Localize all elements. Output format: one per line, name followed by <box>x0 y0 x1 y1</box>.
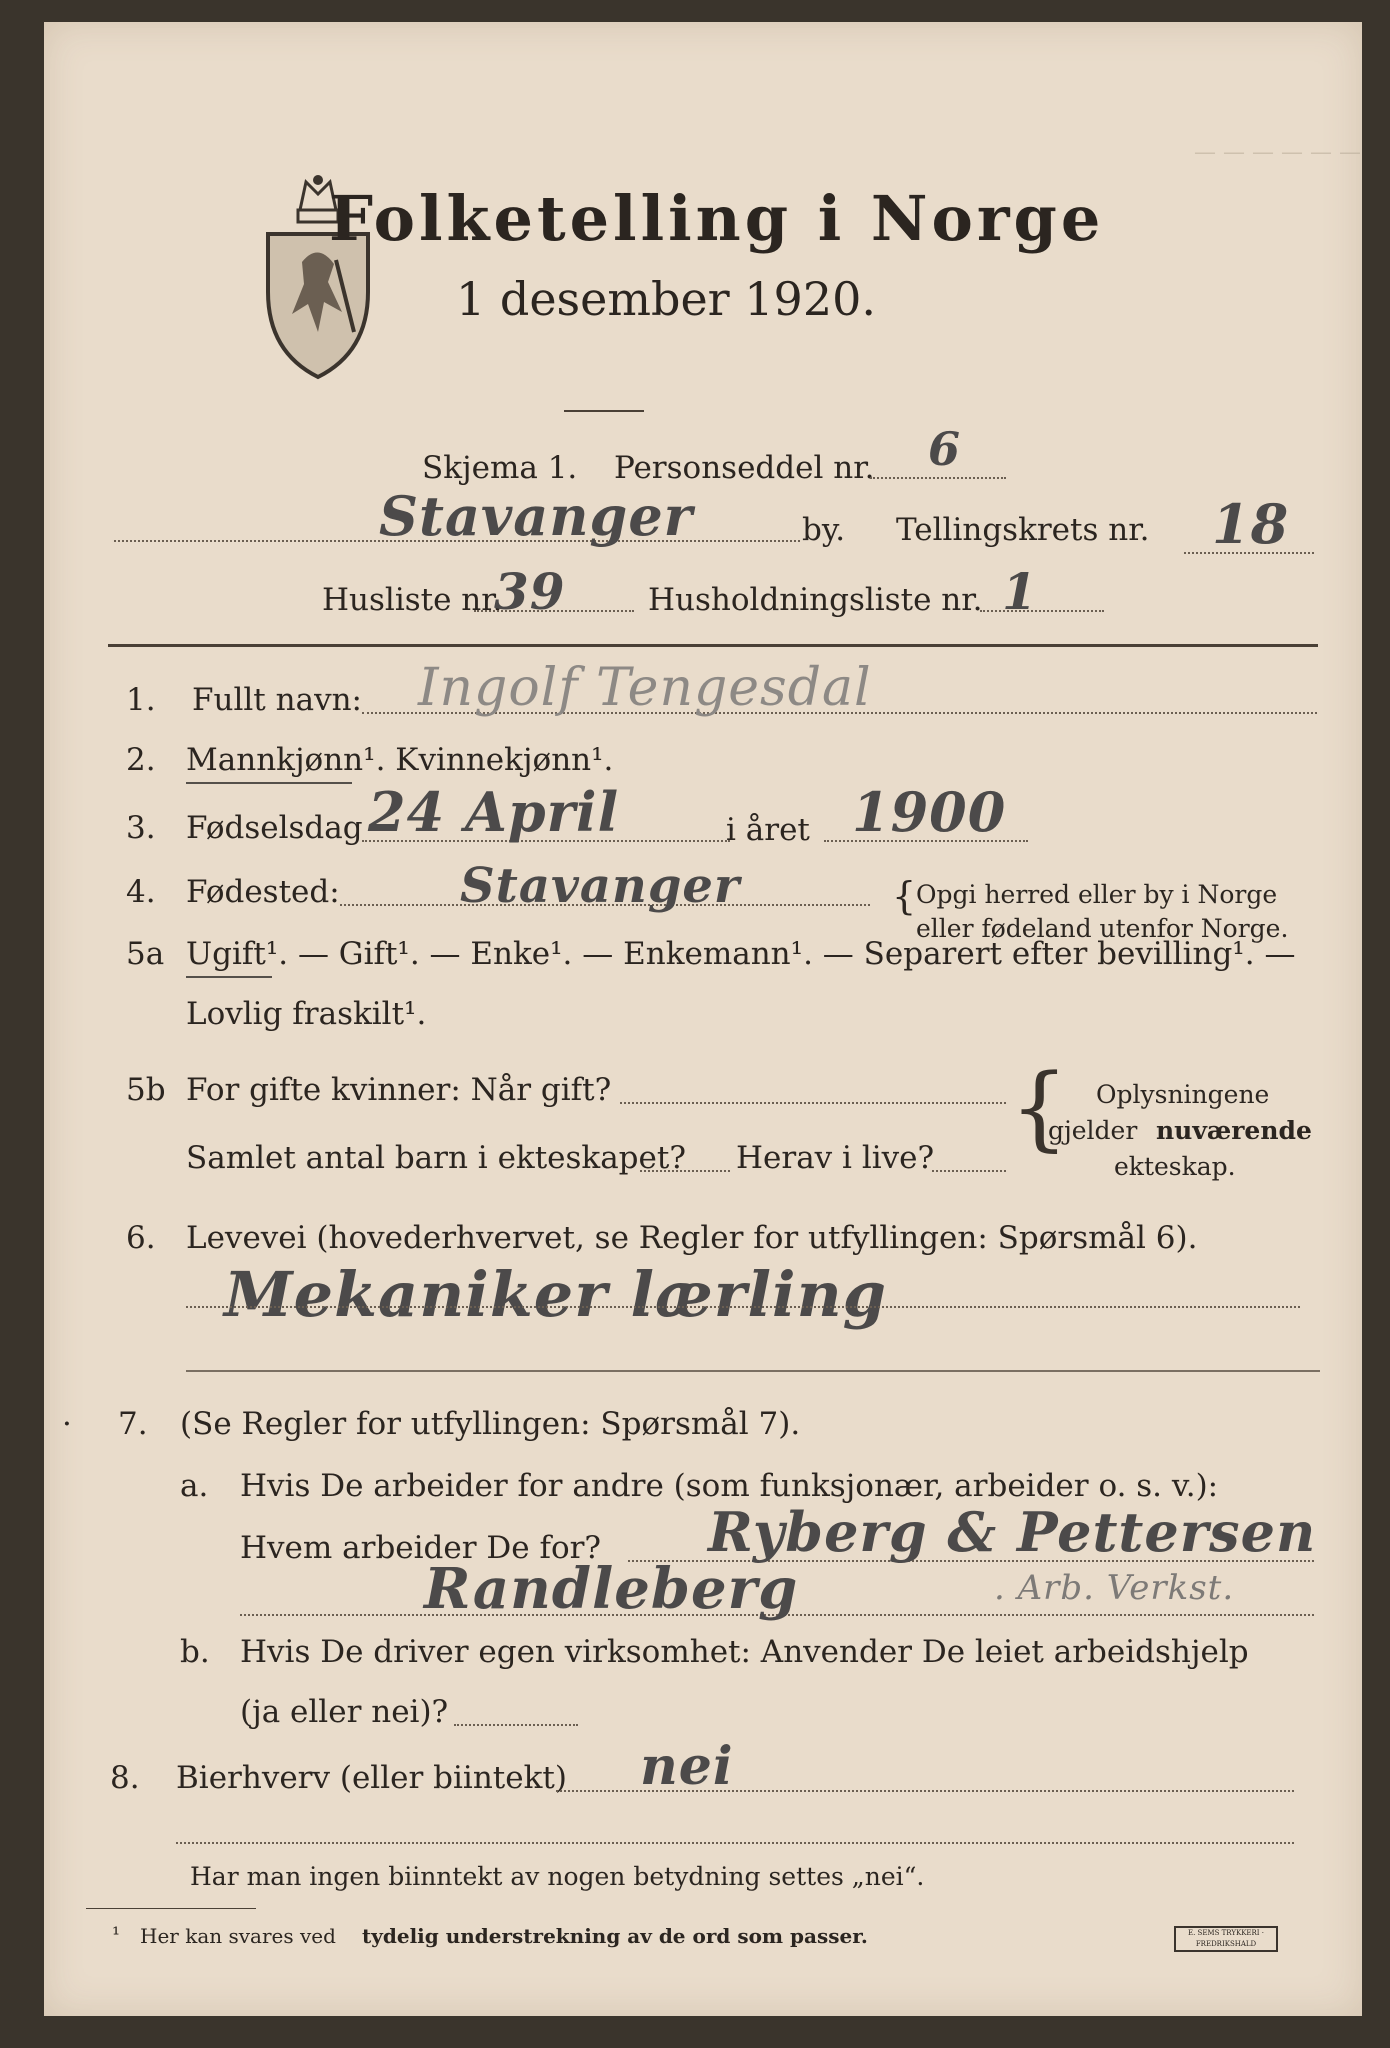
husliste-label: Husliste nr. <box>322 582 503 618</box>
q3-birthday-value[interactable]: 24 April <box>368 780 620 844</box>
q5a-marital-options-line2[interactable]: Lovlig fraskilt¹. <box>186 996 427 1032</box>
personseddel-label: Personseddel nr. <box>614 450 875 486</box>
personseddel-dotted-line <box>870 477 1006 479</box>
q7b-dotted-line <box>454 1724 578 1726</box>
q8-number: 8. <box>110 1760 140 1796</box>
q7a-employer-value1[interactable]: Ryberg & Pettersen <box>708 1500 1317 1564</box>
by-label: by. <box>802 512 846 548</box>
q4-number: 4. <box>126 874 156 910</box>
by-value[interactable]: Stavanger <box>379 484 694 548</box>
q6-number: 6. <box>126 1220 156 1256</box>
census-date: 1 desember 1920. <box>456 272 876 326</box>
q5a-number: 5a <box>126 936 165 972</box>
q4-note-line2: eller fødeland utenfor Norge. <box>916 914 1289 943</box>
tellingskrets-value[interactable]: 18 <box>1212 492 1290 556</box>
footnote-mark: ¹ <box>112 1922 121 1946</box>
q3-label: Fødselsdag <box>186 810 363 846</box>
q5b-note-line2b: nuværende <box>1156 1116 1312 1145</box>
tellingskrets-label: Tellingskrets nr. <box>896 512 1150 548</box>
footnote-text-a: Her kan svares ved <box>140 1924 336 1948</box>
skjema-label: Skjema 1. <box>422 450 578 486</box>
husholdning-label: Husholdningsliste nr. <box>648 582 983 618</box>
footnote-rule <box>86 1908 256 1909</box>
personseddel-value[interactable]: 6 <box>928 422 962 476</box>
q5b-alive-dotted-line <box>932 1170 1006 1172</box>
q8-note: Har man ingen biinntekt av nogen betydning settes „nei“. <box>190 1862 925 1891</box>
husliste-value[interactable]: 39 <box>494 562 566 621</box>
q5b-when-dotted-line <box>620 1102 1006 1104</box>
q7b-line2: (ja eller nei)? <box>240 1694 449 1730</box>
header-divider <box>108 644 1318 647</box>
q5b-note-line2a: gjelder <box>1048 1116 1138 1145</box>
q5a-underline-ugift <box>186 976 272 978</box>
q1-label: Fullt navn: <box>192 682 362 718</box>
q4-birthplace-value[interactable]: Stavanger <box>460 858 741 914</box>
q7a-line2: Hvem arbeider De for? <box>240 1530 602 1566</box>
q7a-employer-value3[interactable]: . Arb. Verkst. <box>994 1568 1235 1608</box>
printer-stamp: E. SEMS TRYKKERI · FREDRIKSHALD <box>1174 1926 1278 1952</box>
q7b-line1: Hvis De driver egen virksomhet: Anvender De leiet arbeidshjelp <box>240 1634 1249 1670</box>
q4-note-line1: Opgi herred eller by i Norge <box>916 880 1278 909</box>
q4-note-brace: { <box>892 874 917 918</box>
q8-label: Bierhverv (eller biintekt) <box>176 1760 567 1796</box>
husholdning-dotted-line <box>980 610 1104 612</box>
q2-underline-mannkjonn <box>186 782 352 784</box>
q5b-note-line3: ekteskap. <box>1114 1152 1236 1181</box>
q6-label: Levevei (hovederhvervet, se Regler for utfyllingen: Spørsmål 6). <box>186 1220 1198 1256</box>
q7-label: (Se Regler for utfyllingen: Spørsmål 7). <box>180 1406 801 1442</box>
q5b-note-line1: Oplysningene <box>1096 1080 1270 1109</box>
q7-number: 7. <box>118 1406 148 1442</box>
q1-full-name-value[interactable]: Ingolf Tengesdal <box>418 658 872 718</box>
q1-number: 1. <box>126 682 156 718</box>
q6-rule <box>186 1370 1320 1372</box>
husholdning-value[interactable]: 1 <box>1002 562 1038 621</box>
title-rule <box>564 410 644 412</box>
q8-side-income-value[interactable]: nei <box>640 1736 734 1797</box>
q5b-alive-label: Herav i live? <box>736 1140 935 1176</box>
q7a-line1: Hvis De arbeider for andre (som funksjonær, arbeider o. s. v.): <box>240 1468 1219 1504</box>
q3-year-value[interactable]: 1900 <box>852 780 1007 844</box>
q7a-letter: a. <box>180 1468 209 1504</box>
q7a-employer-value2[interactable]: Randleberg <box>424 1556 799 1622</box>
q3-year-label: i året <box>726 812 810 848</box>
q5b-children-label: Samlet antal barn i ekteskapet? <box>186 1140 686 1176</box>
q5b-children-dotted-line <box>640 1170 730 1172</box>
q6-dotted-line <box>186 1306 1300 1308</box>
q7-margin-mark: · <box>62 1406 72 1442</box>
q5b-number: 5b <box>126 1072 166 1108</box>
q8-dotted-line2 <box>176 1842 1294 1844</box>
q3-number: 3. <box>126 810 156 846</box>
q5a-marital-options[interactable]: Ugift¹. — Gift¹. — Enke¹. — Enkemann¹. — Separert efter bevilling¹. — <box>186 936 1296 972</box>
form-title: Folketelling i Norge <box>329 182 1105 255</box>
q2-number: 2. <box>126 742 156 778</box>
q5b-line1: For gifte kvinner: Når gift? <box>186 1072 612 1108</box>
bleed-through-text: — — — — — — <box>1194 140 1361 165</box>
q2-gender-options[interactable]: Mannkjønn¹. Kvinnekjønn¹. <box>186 742 614 778</box>
footnote-text-b: tydelig understrekning av de ord som passer. <box>362 1924 868 1948</box>
q6-occupation-value[interactable]: Mekaniker lærling <box>224 1258 888 1331</box>
q7b-letter: b. <box>180 1634 210 1670</box>
q5b-note-brace: { <box>1010 1054 1069 1161</box>
census-form-sheet <box>44 22 1362 2016</box>
q4-label: Fødested: <box>186 874 340 910</box>
